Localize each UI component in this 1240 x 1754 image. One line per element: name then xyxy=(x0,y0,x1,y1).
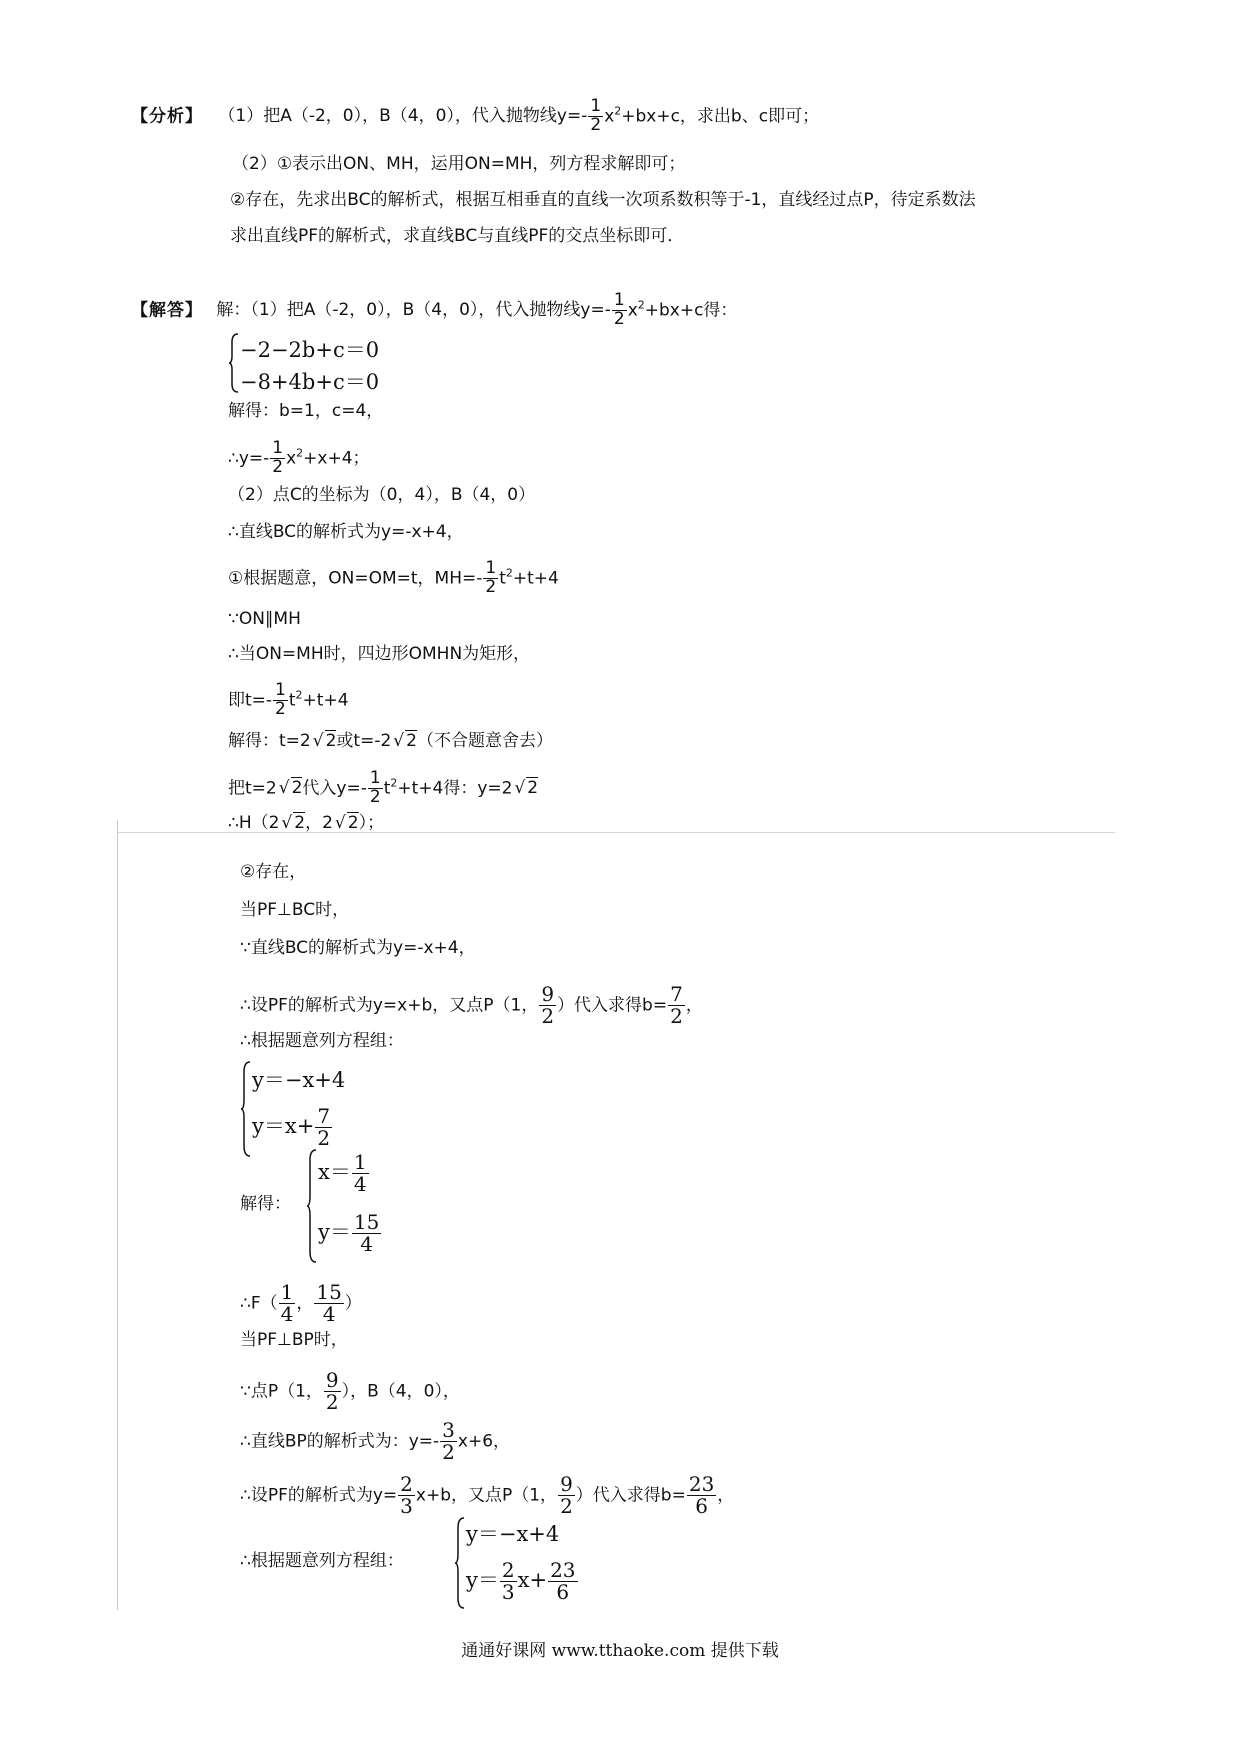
fraction: $\frac{15}{4}$ xyxy=(316,1280,342,1326)
equation-system-2 xyxy=(240,1060,400,1160)
fraction: $\frac{1}{2}$ xyxy=(275,680,286,719)
solution-x: x＝ $\frac{1}{4}$ xyxy=(318,1150,367,1196)
fraction: $\frac{9}{2}$ xyxy=(325,1368,339,1414)
fraction: $\frac{23}{6}$ xyxy=(688,1472,715,1518)
fraction: $\frac{1}{4}$ xyxy=(280,1280,294,1326)
fraction: $\frac{3}{2}$ xyxy=(442,1418,455,1464)
brace-icon xyxy=(228,332,240,394)
fraction: $\frac{7}{2}$ xyxy=(670,982,683,1028)
solution-y: y＝ $\frac{15}{4}$ xyxy=(318,1210,380,1256)
solution-system xyxy=(306,1148,436,1266)
analysis-line-1: 【分析】 （1）把A（-2，0），B（4，0），代入抛物线y=- $\frac{1}{2}$ $x^2+bx+c$，求出b、c即可； xyxy=(131,96,820,135)
fraction: $\frac{15}{4}$ xyxy=(353,1210,380,1256)
part2-bc: ∵直线BC的解析式为y=-x+4， xyxy=(240,938,476,958)
equation-2: y＝x+ $\frac{7}{2}$ xyxy=(252,1104,331,1150)
fraction: $\frac{1}{2}$ xyxy=(369,768,381,807)
part2-point-f: ∴F（ $\frac{1}{4}$ ， $\frac{15}{4}$ ） xyxy=(240,1280,362,1326)
part2-when2: 当PF⊥BP时， xyxy=(240,1330,348,1350)
analysis-tag: 【分析】 xyxy=(131,106,203,127)
equation-system-3 xyxy=(454,1516,624,1612)
answer-rect: ∴当ON=MH时，四边形OMHN为矩形， xyxy=(228,644,531,664)
fraction: $\frac{1}{2}$ xyxy=(485,558,497,597)
answer-solve: 解得：b=1，c=4， xyxy=(228,401,384,421)
brace-icon xyxy=(454,1516,466,1610)
equation-system-1 xyxy=(228,332,388,394)
equation-1: y＝−x+4 xyxy=(466,1522,560,1546)
answer-t-solution: 解得：t=2 √ 2或t=-2 √ 2（不合题意舍去） xyxy=(228,731,553,751)
fraction: $\frac{9}{2}$ xyxy=(541,982,555,1028)
fraction: $\frac{9}{2}$ xyxy=(560,1472,573,1518)
footer-credit: 通通好课网 www.tthaoke.com 提供下载 xyxy=(461,1641,779,1661)
part2-exist: ②存在， xyxy=(240,862,307,882)
fraction: $\frac{7}{2}$ xyxy=(317,1104,331,1150)
fraction: $\frac{1}{2}$ xyxy=(590,96,602,135)
brace-icon xyxy=(306,1148,318,1264)
part2-list1: ∴根据题意列方程组： xyxy=(240,1031,404,1051)
fraction: $\frac{2}{3}$ xyxy=(501,1558,515,1604)
answer-tag: 【解答】 xyxy=(131,300,203,321)
equation-2: −8+4b+c＝0 xyxy=(240,370,380,394)
part2-list2: ∴根据题意列方程组： xyxy=(240,1551,404,1571)
part2-set1: ∴设PF的解析式为y=x+b，又点P（1， $\frac{9}{2}$ ）代入求得b= $\frac{7}{2}$ ， xyxy=(240,982,703,1028)
part2-bp: ∴直线BP的解析式为：y=- $\frac{3}{2}$ x+6， xyxy=(240,1418,511,1464)
fraction: $\frac{23}{6}$ xyxy=(550,1558,576,1604)
equation-2: y＝ $\frac{2}{3}$ x+ $\frac{23}{6}$ xyxy=(466,1558,576,1604)
answer-bc: ∴直线BC的解析式为y=-x+4， xyxy=(228,522,464,542)
part2-when1: 当PF⊥BC时， xyxy=(240,900,350,920)
answer-y: ∴y=- $\frac{1}{2}$ $x^2+x+4$； xyxy=(228,438,370,477)
answer-point-c: （2）点C的坐标为（0，4），B（4，0） xyxy=(228,485,536,505)
equation-1: y＝−x+4 xyxy=(252,1068,346,1092)
analysis-line-3: ②存在，先求出BC的解析式，根据互相垂直的直线一次项系数积等于-1，直线经过点P，待定系数法 xyxy=(230,190,976,210)
part2-point-p: ∵点P（1， $\frac{9}{2}$ ），B（4，0）， xyxy=(240,1368,460,1414)
brace-icon xyxy=(240,1060,252,1158)
fraction: $\frac{1}{2}$ xyxy=(272,438,284,477)
answer-line-1: 【解答】 解：（1）把A（-2，0），B（4，0），代入抛物线y=- $\frac{1}{2}$ $x^2+bx+c$得： xyxy=(131,290,738,329)
equation-1: −2−2b+c＝0 xyxy=(240,338,380,362)
margin-line xyxy=(117,820,118,1610)
answer-parallel: ∵ON∥MH xyxy=(228,609,301,629)
answer-substitute: 把t=2 √ 2代入y=- $\frac{1}{2}$ $t^2+t+4$得：y=2 √ 2 xyxy=(228,768,539,807)
fraction: $\frac{1}{4}$ xyxy=(353,1150,367,1196)
fraction: $\frac{1}{2}$ xyxy=(613,290,625,329)
analysis-line-4: 求出直线PF的解析式，求直线BC与直线PF的交点坐标即可． xyxy=(230,226,685,246)
part2-solve-label: 解得： xyxy=(240,1194,291,1214)
fraction: $\frac{2}{3}$ xyxy=(400,1472,413,1518)
answer-t: 即t=- $\frac{1}{2}$ $t^2+t+4$ xyxy=(228,680,349,719)
page-divider xyxy=(117,832,1115,833)
analysis-line-2: （2）①表示出ON、MH，运用ON=MH，列方程求解即可； xyxy=(232,154,686,174)
answer-on: ①根据题意，ON=OM=t，MH=- $\frac{1}{2}$ $t^2+t+4$ xyxy=(228,558,559,597)
answer-h: ∴H（2 √ 2，2 √ 2）； xyxy=(228,813,385,833)
part2-set2: ∴设PF的解析式为y= $\frac{2}{3}$ x+b，又点P（1， $\frac{9}{2}$ ）代入求得b= $\frac{23}{6}$ ， xyxy=(240,1472,735,1518)
